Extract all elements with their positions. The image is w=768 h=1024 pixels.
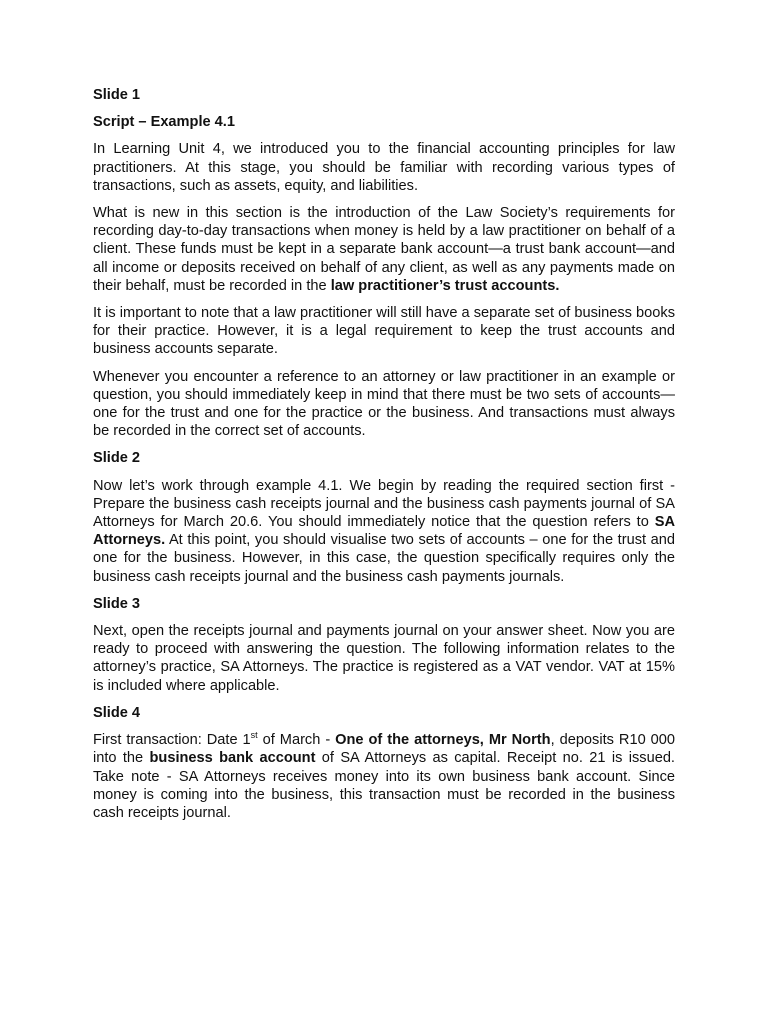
slide-1-paragraph-2 — [93, 204, 675, 295]
text-run: At this point, you should visualise two sets of accounts – one for the trust and one for the business. However, in this case, the question specifically requires only the business cash receipts journal and the business cash payments journals. — [93, 532, 675, 585]
bold-text: One of the attorneys, Mr North — [335, 732, 551, 749]
text-run: Now let’s work through example 4.1. We begin by reading the required section first - Prepare the business cash receipts journal and the business cash payments journal of SA Attorneys for March 20.6. You should immediately notice that the question refers to — [93, 477, 675, 531]
text-run: , deposits R10 000 into the — [93, 732, 676, 767]
text-run: of March - — [257, 732, 336, 749]
text-run: First transaction: Date 1 — [93, 732, 251, 749]
slide-4-paragraph-1 — [93, 731, 675, 822]
slide-1-paragraph-1: In Learning Unit 4, we introduced you to the financial accounting principles for law practitioners. At this stage, you should be familiar with recording various types of transactions, such as assets, equity, and liabilities. — [93, 141, 675, 194]
bold-text: law practitioner’s trust accounts. — [330, 277, 560, 294]
slide-2-heading: Slide 2 — [93, 450, 141, 467]
document-body — [93, 86, 675, 831]
slide-1-paragraph-3: It is important to note that a law practitioner will still have a separate set of business books for their practice. However, it is a legal requirement to keep the trust accounts and business accounts separate. — [93, 305, 675, 358]
slide-1-heading: Slide 1 — [93, 87, 141, 103]
script-heading: Script – Example 4.1 — [93, 114, 235, 131]
slide-4-heading: Slide 4 — [93, 704, 141, 721]
text-run: What is new in this section is the introduction of the Law Society’s requirements for recording day-to-day transactions when money is held by a law practitioner on behalf of a client. These funds must be kept in a separate bank account—a trust bank account—and all income or deposits received on behalf of any client, as well as any payments made on their behalf, must be recorded in the — [93, 205, 675, 294]
slide-2-paragraph-1 — [93, 477, 675, 586]
slide-3-heading: Slide 3 — [93, 595, 141, 612]
text-run: of SA Attorneys as capital. Receipt no. 21 is issued. Take note - SA Attorneys receives money into its own business bank account. Since money is coming into the business, this transaction must be recorded in the business cash receipts journal. — [93, 750, 675, 821]
bold-text: business bank account — [149, 750, 316, 767]
superscript: st — [250, 730, 258, 741]
bold-text: SA Attorneys. — [93, 514, 675, 549]
slide-3-paragraph-1: Next, open the receipts journal and payments journal on your answer sheet. Now you are ready to proceed with answering the question. The following information relates to the attorney’s practice, SA Attorneys. The practice is registered as a VAT vendor. VAT at 15% is included where applicable. — [93, 623, 675, 694]
slide-1-paragraph-4: Whenever you encounter a reference to an attorney or law practitioner in an example or question, you should immediately keep in mind that there must be two sets of accounts—one for the trust and one for the practice or the business. And transactions must always be recorded in the correct set of accounts. — [93, 368, 675, 440]
